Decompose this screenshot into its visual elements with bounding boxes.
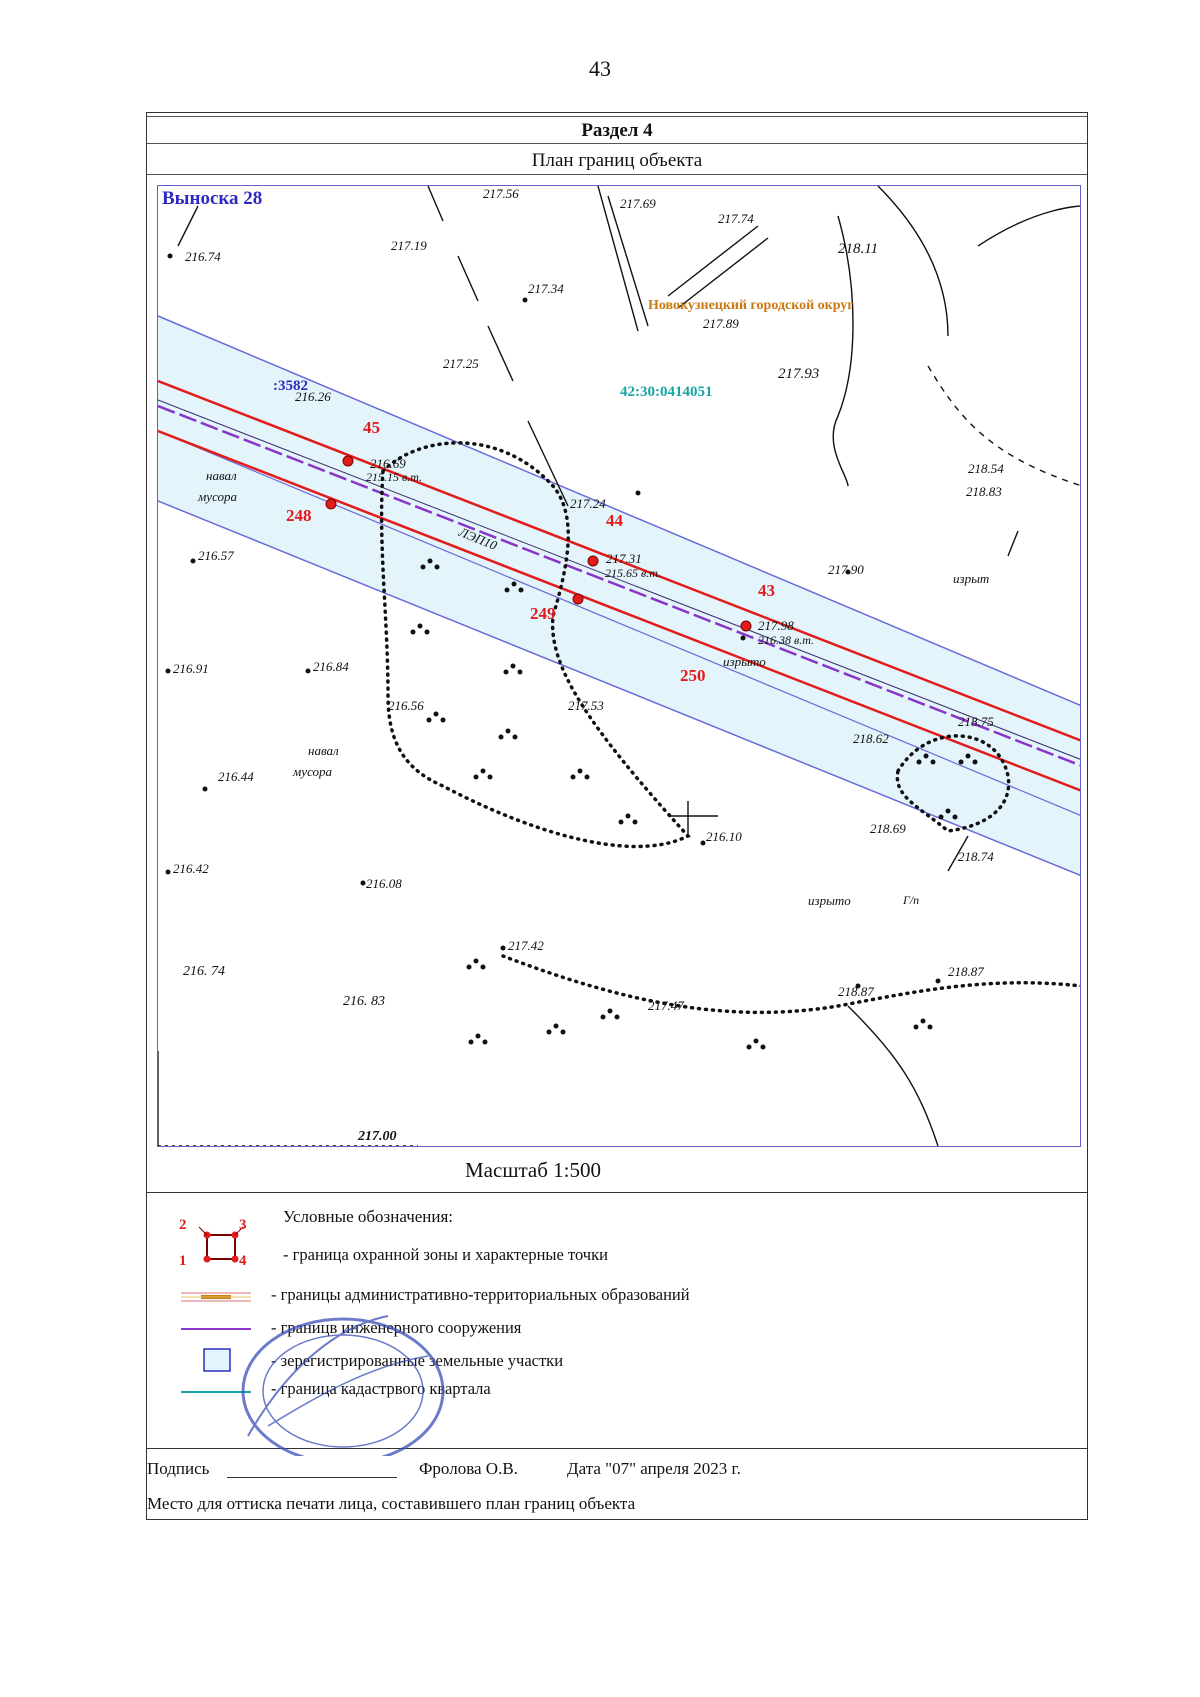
elevation-39: 218.54 [968, 461, 1004, 476]
elevation-11: 216.69 [370, 456, 406, 471]
text-izryto-3: изрыто [808, 893, 851, 908]
elevation-3: 217.19 [391, 238, 427, 253]
scale-row [147, 1147, 1087, 1193]
point-248 [326, 499, 336, 509]
elevation-25: 218.62 [853, 731, 889, 746]
plan-title: План границ объекта [147, 147, 1087, 175]
elevation-32: 217.42 [508, 938, 544, 953]
scale-label: Масштаб 1:500 [465, 1158, 602, 1182]
cadastral-quarter-label: 42:30:0414051 [620, 384, 713, 400]
legend-item-admin: - границы административно-территориальных образований [271, 1285, 690, 1304]
elevation-29: 218.74 [958, 849, 994, 864]
text-naval-2: навал [308, 743, 339, 758]
admin-boundary-symbol [181, 1291, 251, 1303]
signature-label: Подпись [147, 1459, 210, 1478]
elevation-30: 216.42 [173, 861, 209, 876]
elevation-22: 216.56 [388, 698, 424, 713]
elevation-20: 216.91 [173, 661, 209, 676]
legend-item-engineering: - границв инженерного сооружения [271, 1318, 522, 1337]
elevation-19: 216.38 в.т. [758, 633, 815, 647]
point-249 [573, 594, 583, 604]
point-label-250: 250 [680, 666, 706, 685]
elevation-12: 215.15 в.т. [366, 470, 423, 484]
page-number: 43 [589, 56, 611, 81]
elevation-40: 218.83 [966, 484, 1002, 499]
utility-label: ЛЭП10 [456, 524, 500, 553]
text-izryto-2: изрыто [723, 654, 766, 669]
legend-item-parcel: - зерегистрированные земельные участки [271, 1351, 564, 1370]
elevation-31: 216.08 [366, 876, 402, 891]
point-43 [741, 621, 751, 631]
text-izryto-1: изрыт [953, 571, 990, 586]
boundary-map [157, 185, 1081, 1147]
elevation-17: 216.57 [198, 548, 234, 563]
registered-parcel-symbol [203, 1348, 231, 1372]
elevation-7: 217.89 [703, 316, 739, 331]
elevation-0: 217.56 [483, 186, 519, 201]
elevation-15: 215.65 в.т. [605, 566, 662, 580]
elevation-21: 216.84 [313, 659, 349, 674]
corner-1: 1 [179, 1253, 187, 1269]
elevation-33: 218.87 [948, 964, 984, 979]
corner-2: 2 [179, 1217, 187, 1233]
corner-4: 4 [239, 1253, 247, 1269]
elevation-1: 217.69 [620, 196, 656, 211]
elevation-5: 216.74 [185, 249, 221, 264]
signer-name: Фролова О.В. [419, 1459, 518, 1478]
legend-title: Условные обозначения: [283, 1207, 454, 1226]
elevation-28: 216.10 [706, 829, 742, 844]
elevation-4: 218.11 [838, 241, 879, 257]
elevation-9: 217.93 [778, 366, 820, 382]
parcel-suffix-label: :3582 [273, 378, 308, 394]
engineering-line [158, 406, 1081, 766]
elevation-13: 217.24 [570, 496, 606, 511]
point-label-44: 44 [606, 511, 623, 530]
section-title: Раздел 4 [147, 116, 1087, 144]
corner-3: 3 [239, 1217, 247, 1233]
elevation-38: 217.00 [358, 1129, 397, 1144]
text-naval-1: навал [206, 468, 237, 483]
elevation-27: 218.69 [870, 821, 906, 836]
elevation-2: 217.74 [718, 211, 754, 226]
elevation-36: 218.87 [838, 984, 874, 999]
elevation-35: 217.47 [648, 998, 684, 1013]
map-canvas [158, 186, 1081, 1147]
point-label-249: 249 [530, 604, 556, 623]
legend-item-cadastral: - граница кадастрвого квартала [271, 1379, 491, 1398]
stamp-place-row: Место для оттиска печати лица, составившего план границ объекта [147, 1494, 636, 1513]
point-label-248: 248 [286, 506, 312, 525]
dotted-boundary-3 [503, 956, 1081, 1012]
elevation-23: 217.53 [568, 698, 604, 713]
elevation-34: 216. 74 [183, 964, 225, 979]
point-label-45: 45 [363, 418, 380, 437]
point-45 [343, 456, 353, 466]
elevation-37: 216. 83 [343, 994, 385, 1009]
legend-item-zone: - граница охранной зоны и характерные точки [283, 1245, 608, 1264]
text-fm: Г/п [903, 893, 920, 907]
elevation-14: 217.31 [606, 551, 642, 566]
elevation-18: 217.98 [758, 618, 794, 633]
district-label: Новокузнецкий городской округ [648, 298, 854, 313]
elevation-10: 216.26 [295, 389, 331, 404]
point-44 [588, 556, 598, 566]
point-label-43: 43 [758, 581, 775, 600]
elevation-6: 217.34 [528, 281, 564, 296]
elevation-16: 217.90 [828, 562, 864, 577]
elevation-24: 218.75 [958, 714, 994, 729]
elevation-26: 216.44 [218, 769, 254, 784]
signature-date: Дата "07" апреля 2023 г. [567, 1459, 741, 1478]
elevation-8: 217.25 [443, 356, 479, 371]
text-naval-2b: мусора [293, 764, 333, 779]
signature-line [227, 1477, 397, 1478]
seal-stamp [228, 1306, 458, 1456]
text-naval-1b: мусора [198, 489, 238, 504]
callout-label: Выноска 28 [162, 188, 263, 209]
